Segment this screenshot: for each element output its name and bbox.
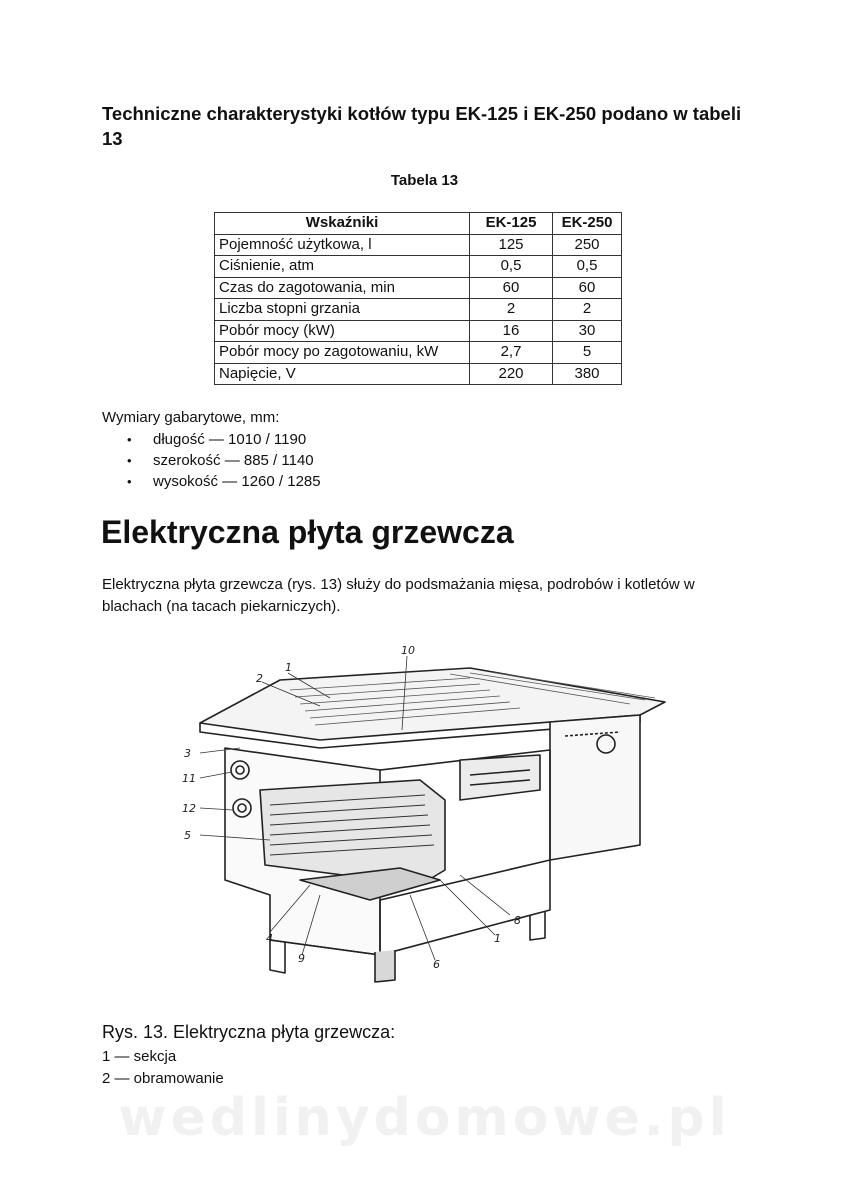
callout-label: 3 xyxy=(184,747,191,760)
section-title: Elektryczna płyta grzewcza xyxy=(101,514,514,550)
table-row xyxy=(215,363,622,385)
table-cell: 0,5 xyxy=(470,256,553,278)
table-cell: Czas do zagotowania, min xyxy=(215,277,470,299)
table-cell: 220 xyxy=(470,363,553,385)
callout-label: 8 xyxy=(514,914,521,927)
table-header-cell: EK-125 xyxy=(470,213,553,235)
list-item xyxy=(102,450,321,471)
list-item-text: długość — 1010 / 1190 xyxy=(153,431,307,448)
table-row xyxy=(215,256,622,278)
bullet-icon: • xyxy=(127,432,132,447)
watermark: wedlinydomowe.pl xyxy=(118,1088,731,1148)
section-paragraph: Elektryczna płyta grzewcza (rys. 13) służy do podsmażania mięsa, podrobów i kotletów w blachach (na tacach piekarniczych). xyxy=(102,576,695,615)
table-header-cell: EK-250 xyxy=(553,213,622,235)
callout-label: 5 xyxy=(184,829,191,842)
figure-caption: Rys. 13. Elektryczna płyta grzewcza: xyxy=(102,1022,396,1042)
callout-label: 4 xyxy=(266,932,273,945)
table-header-cell: Wskaźniki xyxy=(215,213,470,235)
table-cell: 2 xyxy=(553,299,622,321)
table-cell: 125 xyxy=(470,234,553,256)
table-row xyxy=(215,277,622,299)
bullet-icon: • xyxy=(127,453,132,468)
table-cell: 250 xyxy=(553,234,622,256)
table-header-row xyxy=(215,213,622,235)
table-cell: 5 xyxy=(553,342,622,364)
callout-label: 2 xyxy=(256,672,263,685)
table-cell: 2 xyxy=(470,299,553,321)
callout-label: 6 xyxy=(433,958,440,971)
list-item-text: wysokość — 1260 / 1285 xyxy=(153,473,321,490)
bullet-icon: • xyxy=(127,474,132,489)
list-item xyxy=(102,429,321,450)
legend-item: 2 — obramowanie xyxy=(102,1070,224,1087)
dimensions-list xyxy=(102,429,321,492)
table-cell: Pojemność użytkowa, l xyxy=(215,234,470,256)
list-item xyxy=(102,471,321,492)
hot-plate-illustration xyxy=(170,640,670,990)
table-caption: Tabela 13 xyxy=(390,172,459,189)
table-row xyxy=(215,299,622,321)
callout-label: 1 xyxy=(494,932,501,945)
callout-label: 1 xyxy=(285,661,292,674)
table-cell: 60 xyxy=(470,277,553,299)
dimensions-label: Wymiary gabarytowe, mm: xyxy=(102,409,280,426)
callout-label: 10 xyxy=(401,644,415,657)
callout-label: 12 xyxy=(182,802,196,815)
table-row xyxy=(215,320,622,342)
intro-heading: Techniczne charakterystyki kotłów typu EK-125 i EK-250 podano w tabeli 13 xyxy=(102,103,742,149)
specs-table xyxy=(214,212,622,385)
table-cell: 60 xyxy=(553,277,622,299)
table-cell: Ciśnienie, atm xyxy=(215,256,470,278)
table-cell: 30 xyxy=(553,320,622,342)
table-cell: 380 xyxy=(553,363,622,385)
legend-item: 1 — sekcja xyxy=(102,1048,177,1065)
list-item-text: szerokość — 885 / 1140 xyxy=(153,452,314,469)
table-row xyxy=(215,234,622,256)
table-cell: Napięcie, V xyxy=(215,363,470,385)
table-cell: 0,5 xyxy=(553,256,622,278)
table-cell: Pobór mocy (kW) xyxy=(215,320,470,342)
callout-label: 11 xyxy=(182,772,196,785)
table-cell: 16 xyxy=(470,320,553,342)
table-cell: Pobór mocy po zagotowaniu, kW xyxy=(215,342,470,364)
callout-label: 9 xyxy=(298,952,305,965)
figure-legend xyxy=(102,1046,224,1090)
table-cell: 2,7 xyxy=(470,342,553,364)
table-cell: Liczba stopni grzania xyxy=(215,299,470,321)
table-row xyxy=(215,342,622,364)
